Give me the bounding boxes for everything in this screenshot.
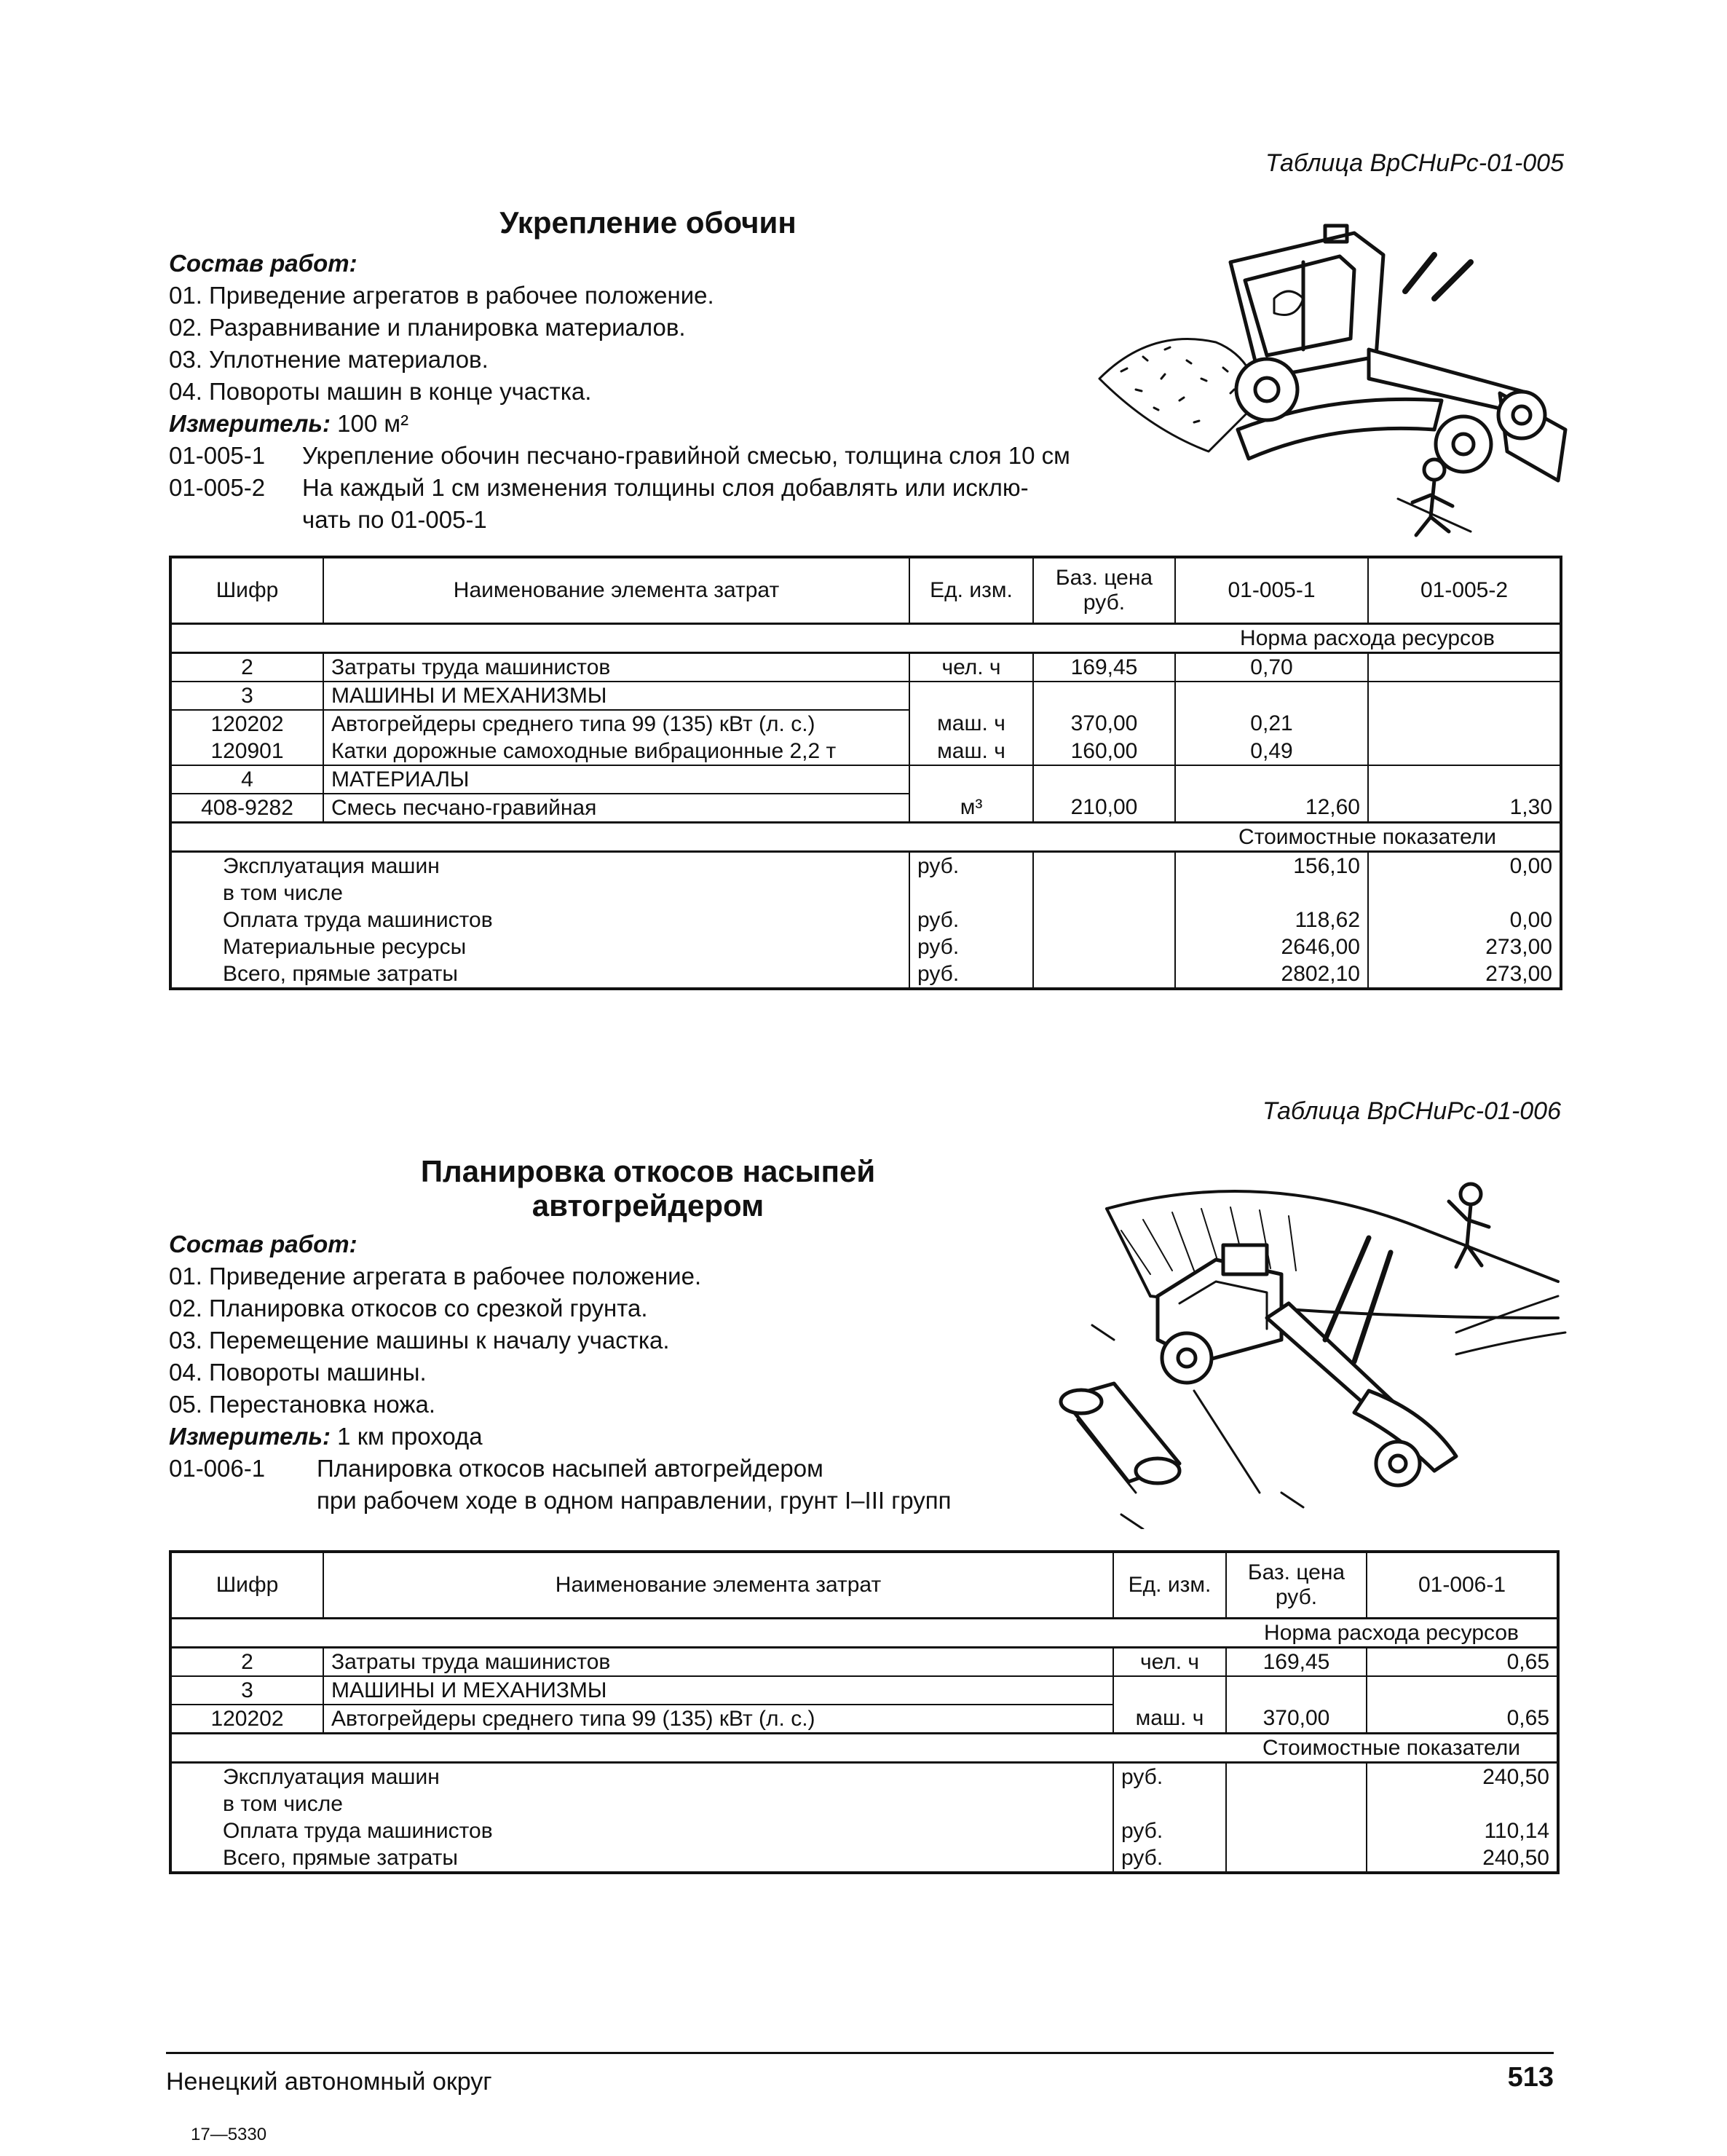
cost-name: Всего, прямые затраты [170,960,909,989]
measure-value: 100 м² [331,410,409,437]
item-line [169,472,1070,504]
work-label: Состав работ: [169,1231,357,1257]
grader-illustration-icon [1092,211,1587,539]
header-price: Баз. цена руб. [1033,557,1175,624]
row-price: 370,00 [1033,710,1175,738]
row-price: 169,45 [1033,653,1175,682]
row-value-1: 0,21 [1175,710,1368,738]
row-value-2 [1368,738,1561,765]
row-value-1 [1175,682,1368,710]
work-step: 04. Повороты машин в конце участка. [169,378,592,405]
header-name: Наименование элемента затрат [323,1552,1113,1619]
work-label: Состав работ: [169,250,357,277]
header-col2: 01-005-2 [1368,557,1561,624]
measure-label: Измеритель: [169,1423,331,1450]
row-value-1 [1367,1676,1558,1705]
cost-header-row [170,823,1561,852]
row-price: 370,00 [1226,1705,1367,1734]
header-code: Шифр [170,1552,323,1619]
row-unit [1113,1676,1226,1705]
row-unit: чел. ч [909,653,1033,682]
table-row [170,738,1561,765]
row-value-1 [1175,765,1368,794]
cost-name: в том числе [170,1790,1113,1817]
row-unit [909,682,1033,710]
row-code: 2 [170,653,323,682]
table-row [170,1705,1558,1734]
cost-unit [1113,1790,1226,1817]
cost-value-2 [1368,880,1561,907]
cost-value-2: 0,00 [1368,907,1561,933]
cost-row [170,907,1561,933]
row-value-2 [1368,710,1561,738]
row-price [1033,765,1175,794]
cost-row [170,1844,1558,1873]
row-unit: маш. ч [1113,1705,1226,1734]
cost-value-1: 240,50 [1367,1844,1558,1873]
table-row [170,765,1561,794]
work-step: 02. Разравнивание и планировка материалов. [169,314,686,341]
row-code: 2 [170,1648,323,1677]
item-line [169,440,1070,472]
work-step: 01. Приведение агрегатов в рабочее положение. [169,282,714,309]
row-unit: м³ [909,794,1033,823]
header-name: Наименование элемента затрат [323,557,909,624]
footer-region: Ненецкий автономный округ [166,2068,492,2096]
item-code: 01-005-1 [169,442,266,469]
table-header-row [170,557,1561,624]
table-row [170,794,1561,823]
cost-unit: руб. [909,852,1033,880]
row-value-1: 12,60 [1175,794,1368,823]
table-tag: Таблица ВрСНиРс-01-005 [1265,149,1564,177]
table-row [170,1676,1558,1705]
footer-divider [166,2052,1554,2054]
row-code: 4 [170,765,323,794]
table-row [170,710,1561,738]
row-value-2 [1368,682,1561,710]
table-header-row [170,1552,1558,1619]
header-unit: Ед. изм. [909,557,1033,624]
row-name: МАТЕРИАЛЫ [323,765,909,794]
cost-value-1: 240,50 [1367,1763,1558,1791]
cost-row [170,852,1561,880]
work-step: 05. Перестановка ножа. [169,1391,436,1418]
cost-unit: руб. [909,960,1033,989]
cost-name: Эксплуатация машин [170,1763,1113,1791]
row-value-2 [1368,653,1561,682]
footer-signature: 17—5330 [191,2125,267,2144]
cost-value-2: 273,00 [1368,960,1561,989]
item-continuation: чать по 01-005-1 [302,506,487,533]
item-line [169,1453,951,1485]
section-title [335,1154,961,1223]
row-name: Автогрейдеры среднего типа 99 (135) кВт (л. с.) [323,1705,1113,1734]
norm-label: Норма расхода ресурсов [1226,1619,1558,1648]
cost-row [170,960,1561,989]
item-code: 01-006-1 [169,1455,266,1482]
row-unit: маш. ч [909,738,1033,765]
resource-table [169,556,1562,990]
page-number: 513 [1507,2062,1554,2093]
item-text: Укрепление обочин песчано-гравийной смесью, толщина слоя 10 см [302,442,1070,469]
slope-grader-illustration-icon [1048,1150,1573,1529]
cost-unit: руб. [909,907,1033,933]
row-value-2: 1,30 [1368,794,1561,823]
norm-label: Норма расхода ресурсов [1175,624,1561,653]
header-price: Баз. цена руб. [1226,1552,1367,1619]
work-step: 01. Приведение агрегата в рабочее положение. [169,1263,702,1290]
row-price: 160,00 [1033,738,1175,765]
item-continuation: при рабочем ходе в одном направлении, грунт I–III групп [317,1487,952,1514]
row-unit: маш. ч [909,710,1033,738]
work-step: 03. Перемещение машины к началу участка. [169,1327,670,1354]
section-title: Укрепление обочин [499,205,797,240]
header-col1: 01-006-1 [1367,1552,1558,1619]
row-name: МАШИНЫ И МЕХАНИЗМЫ [323,682,909,710]
cost-value-1 [1367,1790,1558,1817]
row-name: Автогрейдеры среднего типа 99 (135) кВт (л. с.) [323,710,909,738]
work-step: 02. Планировка откосов со срезкой грунта. [169,1295,648,1322]
row-price [1226,1676,1367,1705]
table-tag: Таблица ВрСНиРс-01-006 [1262,1097,1561,1125]
row-name: Затраты труда машинистов [323,653,909,682]
cost-label: Стоимостные показатели [1175,823,1561,852]
row-name: Катки дорожные самоходные вибрационные 2,2 т [323,738,909,765]
cost-value-2: 0,00 [1368,852,1561,880]
cost-name: Эксплуатация машин [170,852,909,880]
row-price: 210,00 [1033,794,1175,823]
header-col1: 01-005-1 [1175,557,1368,624]
header-code: Шифр [170,557,323,624]
cost-row [170,1763,1558,1791]
cost-value-1: 2646,00 [1175,933,1368,960]
row-value-1: 0,65 [1367,1705,1558,1734]
table-row [170,682,1561,710]
row-name: МАШИНЫ И МЕХАНИЗМЫ [323,1676,1113,1705]
work-step: 03. Уплотнение материалов. [169,346,489,373]
item-code: 01-005-2 [169,474,266,501]
cost-value-1 [1175,880,1368,907]
cost-unit: руб. [1113,1763,1226,1791]
cost-header-row [170,1734,1558,1763]
cost-row [170,933,1561,960]
row-code: 120901 [170,738,323,765]
norm-header-row [170,1619,1558,1648]
measure-line [169,1421,951,1453]
row-unit [909,765,1033,794]
row-value-1: 0,49 [1175,738,1368,765]
row-code: 120202 [170,710,323,738]
cost-name: Оплата труда машинистов [170,907,909,933]
row-code: 3 [170,682,323,710]
resource-table [169,1550,1560,1874]
cost-name: Оплата труда машинистов [170,1817,1113,1844]
title-line: Планировка откосов насыпей [420,1154,876,1188]
cost-row [170,1790,1558,1817]
item-text: На каждый 1 см изменения толщины слоя добавлять или исклю- [302,474,1029,501]
cost-row [170,880,1561,907]
table-row [170,1648,1558,1677]
cost-unit: руб. [909,933,1033,960]
header-unit: Ед. изм. [1113,1552,1226,1619]
row-name: Затраты труда машинистов [323,1648,1113,1677]
row-code: 3 [170,1676,323,1705]
row-name: Смесь песчано-гравийная [323,794,909,823]
cost-value-2: 273,00 [1368,933,1561,960]
cost-unit: руб. [1113,1817,1226,1844]
norm-header-row [170,624,1561,653]
row-price: 169,45 [1226,1648,1367,1677]
cost-name: Материальные ресурсы [170,933,909,960]
item-text: Планировка откосов насыпей автогрейдером [317,1455,823,1482]
title-line: автогрейдером [531,1188,764,1223]
row-value-1: 0,70 [1175,653,1368,682]
cost-unit [909,880,1033,907]
cost-value-1: 2802,10 [1175,960,1368,989]
measure-line [169,408,1070,440]
row-unit: чел. ч [1113,1648,1226,1677]
work-step: 04. Повороты машины. [169,1359,427,1386]
work-composition [169,248,1070,536]
cost-name: в том числе [170,880,909,907]
row-code: 120202 [170,1705,323,1734]
row-value-1: 0,65 [1367,1648,1558,1677]
cost-value-1: 156,10 [1175,852,1368,880]
cost-unit: руб. [1113,1844,1226,1873]
row-code: 408-9282 [170,794,323,823]
cost-value-1: 110,14 [1367,1817,1558,1844]
cost-label: Стоимостные показатели [1226,1734,1558,1763]
row-value-2 [1368,765,1561,794]
cost-value-1: 118,62 [1175,907,1368,933]
work-composition [169,1228,951,1517]
measure-label: Измеритель: [169,410,331,437]
cost-name: Всего, прямые затраты [170,1844,1113,1873]
row-price [1033,682,1175,710]
measure-value: 1 км прохода [331,1423,483,1450]
cost-row [170,1817,1558,1844]
table-row [170,653,1561,682]
